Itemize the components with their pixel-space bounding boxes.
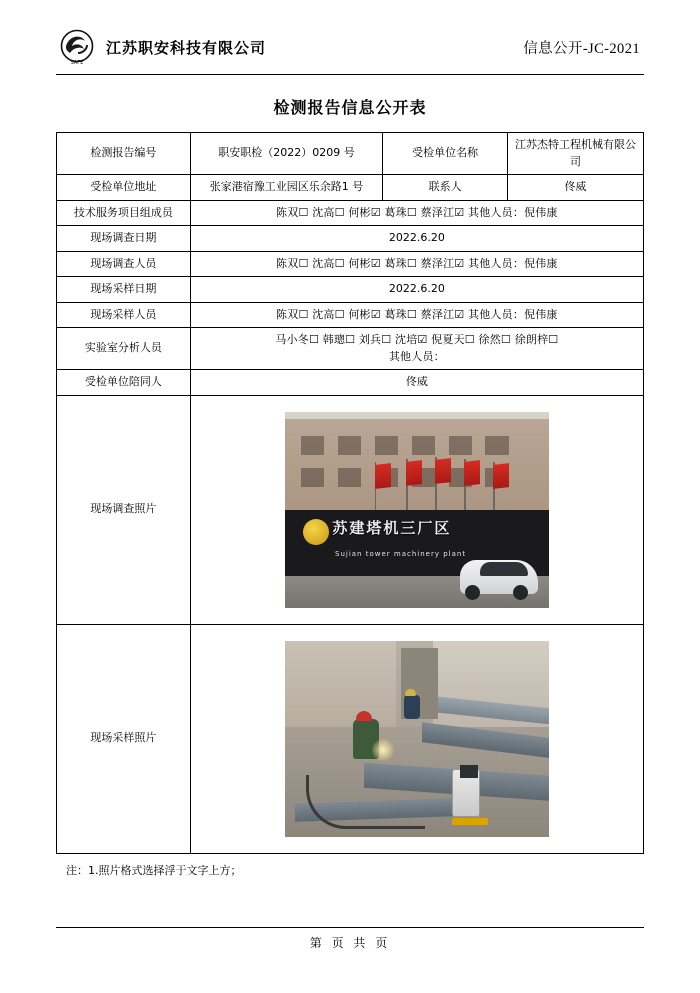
- sampling-staff-value: 陈双☐ 沈高☐ 何彬☑ 葛珠☐ 蔡泽江☑ 其他人员：倪伟康: [190, 302, 643, 328]
- table-row: [57, 175, 644, 201]
- page-footer: [56, 927, 644, 951]
- photo1-car-window: [480, 562, 528, 576]
- page-header: [56, 0, 644, 72]
- table-row: [57, 328, 644, 370]
- report-no-label: 检测报告编号: [57, 133, 191, 175]
- client-addr-label: 受检单位地址: [57, 175, 191, 201]
- sampling-staff-label: 现场采样人员: [57, 302, 191, 328]
- lab-staff-line1: 马小冬☐ 韩璁☐ 刘兵☐ 沈培☑ 倪夏天☐ 徐然☐ 徐朗梓☐: [275, 333, 559, 346]
- info-table: [56, 132, 644, 854]
- table-row: [57, 251, 644, 277]
- svg-text:SAFE: SAFE: [70, 60, 84, 66]
- lab-staff-label: 实验室分析人员: [57, 328, 191, 370]
- photo1-sign-subtext: Sujian tower machinery plant: [335, 549, 467, 558]
- table-row: [57, 200, 644, 226]
- table-row-sampling-photo: [57, 624, 644, 853]
- document-code: 信息公开-JC-2021: [523, 40, 640, 57]
- photo2-helmet-icon: [405, 689, 416, 696]
- company-name: 江苏职安科技有限公司: [106, 38, 267, 57]
- photo2-red-helmet-icon: [356, 711, 372, 721]
- photo2-welding-spark: [372, 739, 394, 761]
- sampling-photo-label: 现场采样照片: [57, 624, 191, 853]
- sampling-date-label: 现场采样日期: [57, 277, 191, 303]
- report-no-value: 职安职检（2022）0209 号: [190, 133, 383, 175]
- table-row: [57, 370, 644, 396]
- table-note: 注：1.照片格式选择浮于文字上方；: [66, 863, 242, 877]
- lab-staff-value: [190, 328, 643, 370]
- photo2-device-screen: [460, 765, 478, 778]
- photo1-sign-text: 苏建塔机三厂区: [332, 519, 452, 538]
- client-name-label: 受检单位名称: [383, 133, 508, 175]
- photo2-worker-background: [404, 695, 420, 719]
- table-row-survey-photo: [57, 395, 644, 624]
- page-number: 第 页 共 页: [309, 936, 391, 950]
- sampling-photo-cell: [190, 624, 643, 853]
- survey-staff-label: 现场调查人员: [57, 251, 191, 277]
- team-label: 技术服务项目组成员: [57, 200, 191, 226]
- header-left: [56, 26, 266, 68]
- table-row: [57, 277, 644, 303]
- client-addr-value: 张家港宿豫工业园区乐余路1 号: [190, 175, 383, 201]
- survey-staff-value: 陈双☐ 沈高☐ 何彬☑ 葛珠☐ 蔡泽江☑ 其他人员：倪伟康: [190, 251, 643, 277]
- table-row: [57, 302, 644, 328]
- survey-photo-cell: [190, 395, 643, 624]
- table-row: [57, 133, 644, 175]
- photo2-hose: [306, 775, 425, 829]
- escort-label: 受检单位陪同人: [57, 370, 191, 396]
- site-sampling-photo: [285, 641, 549, 837]
- client-name-value: 江苏杰特工程机械有限公司: [507, 133, 643, 175]
- survey-date-label: 现场调查日期: [57, 226, 191, 252]
- footer-divider: [56, 927, 644, 928]
- lab-staff-line2: 其他人员：: [388, 349, 445, 363]
- sampling-date-value: 2022.6.20: [190, 277, 643, 303]
- site-survey-photo: [285, 412, 549, 608]
- survey-date-value: 2022.6.20: [190, 226, 643, 252]
- escort-value: 佟威: [190, 370, 643, 396]
- page-title: 检测报告信息公开表: [273, 98, 427, 117]
- contact-value: 佟威: [507, 175, 643, 201]
- table-row: [57, 226, 644, 252]
- photo2-left-wall: [285, 641, 396, 731]
- header-divider: [56, 74, 644, 75]
- company-logo-icon: [56, 26, 98, 68]
- survey-photo-label: 现场调查照片: [57, 395, 191, 624]
- photo2-device-base: [452, 818, 488, 825]
- contact-label: 联系人: [383, 175, 508, 201]
- team-value: 陈双☐ 沈高☐ 何彬☑ 葛珠☐ 蔡泽江☑ 其他人员：倪伟康: [190, 200, 643, 226]
